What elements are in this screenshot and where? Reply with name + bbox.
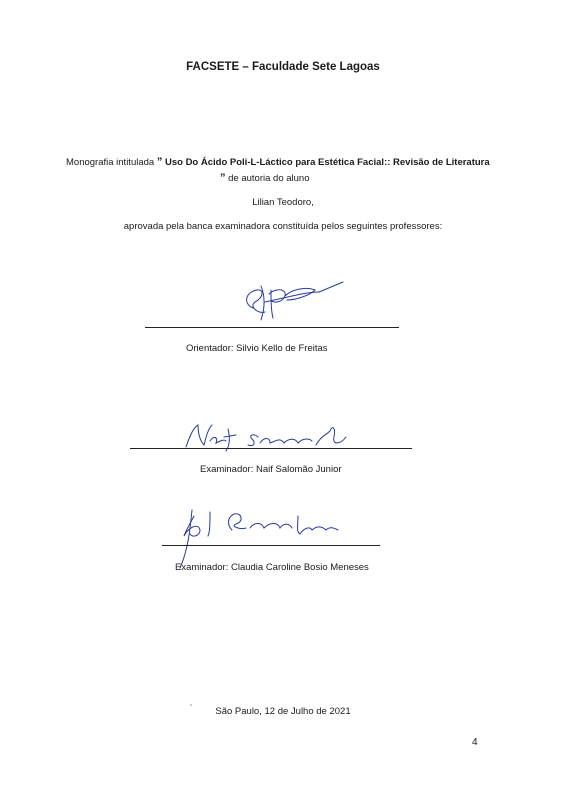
student-name: Lilian Teodoro, [252,197,314,208]
advisor-role: Orientador: Silvio Kello de Freitas [186,343,328,354]
advisor-signature-line [145,327,399,328]
open-quote: ” [156,156,163,168]
examiner1-signature [180,415,360,455]
close-quote: ” [220,172,226,184]
page-number: 4 [472,737,478,748]
intro-text: Monografia intitulada [66,157,155,168]
examiner1-signature-line [130,448,412,449]
examiner1-role: Examinador: Naif Salomão Junior [200,464,342,475]
author-line [220,172,309,184]
examiner2-signature-line [162,545,380,546]
examiner2-role: Examinador: Claudia Caroline Bosio Meneses [175,562,369,573]
monograph-title: Uso Do Ácido Poli-L-Láctico para Estética Facial:: Revisão de Literatura [164,157,490,168]
advisor-signature [235,278,345,328]
approval-statement: aprovada pela banca examinadora constituída pelos seguintes professores: [123,221,443,232]
author-suffix: de autoria do aluno [228,173,310,184]
monograph-intro [66,156,490,168]
institution-heading: FACSETE – Faculdade Sete Lagoas [186,61,380,73]
place-date: São Paulo, 12 de Julho de 2021 [215,706,351,717]
